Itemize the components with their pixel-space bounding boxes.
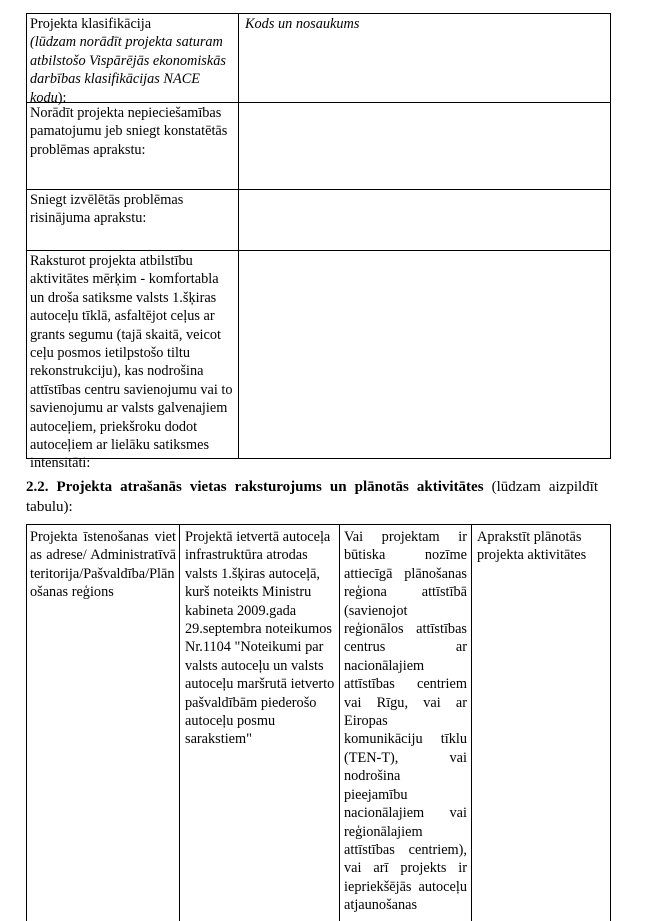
- planned-activities-header: Aprakstīt plānotās projekta aktivitātes: [477, 529, 587, 564]
- activity-goal-field[interactable]: [240, 251, 610, 458]
- section-heading: [26, 477, 598, 517]
- project-info-table: [26, 13, 611, 472]
- regional-significance-header: Vai projektam ir būtiska nozīme attiecīgā plānošanas reģiona attīstībā (savienojot reģionālos attīstības centrus ar nacionālajiem attīstības centriem vai Rīgu, vai ar Eiropas komunikāciju tīklu (TEN-T), vai nodrošina pieejamību nacionālajiem vai reģionālajiem attīstības centriem), vai arī projekts ir iepriekšējās autoceļu atjaunošanas: [344, 529, 467, 914]
- column-divider: [339, 525, 340, 921]
- column-divider: [179, 525, 180, 921]
- activity-goal-label: Raksturot projekta atbilstību aktivitātes mērķim - komfortabla un droša satiksme valsts 1.šķiras autoceļu tīklā, asfaltējot ceļus ar grants segumu (tajā skaitā, veicot ceļu posmos ietilpstošo tiltu rekonstrukciju), kas nodrošina attīstības centru savienojumu vai to savienojumu ar valsts galvenajiem autoceļiem, priekšroku dodot autoceļiem ar lielāku satiksmes intensitāti:: [30, 253, 233, 472]
- road-infrastructure-header: Projektā ietvertā autoceļa infrastruktūra atrodas valsts 1.šķiras autoceļā, kurš noteikts Ministru kabineta 2009.gada 29.septembra noteikumos Nr.1104 "Noteikumi par valsts autoceļu un valsts autoceļu maršrutā ietverto pašvaldībām piederošo autoceļu posmu sarakstiem": [185, 529, 335, 748]
- code-and-name-field[interactable]: Kods un nosaukums: [245, 16, 360, 32]
- solution-description-field[interactable]: [240, 190, 610, 250]
- solution-description-label: Sniegt izvēlētās problēmas risinājuma aprakstu:: [30, 192, 184, 227]
- section-title: 2.2. Projekta atrašanās vietas raksturojums un plānotās aktivitātes: [26, 479, 484, 495]
- location-address-header: Projekta īstenošanas vietas adrese/ Administratīvā teritorija/Pašvaldība/Plānošanas reģions: [30, 529, 176, 601]
- location-activities-table: [26, 524, 611, 921]
- classification-hint: (lūdzam norādīt projekta saturam atbilstošo Vispārējās ekonomiskās darbības klasifikācijas NACE kodu: [30, 34, 226, 106]
- need-justification-label: Norādīt projekta nepieciešamības pamatojumu jeb sniegt konstatētās problēmas aprakstu:: [30, 105, 228, 158]
- need-justification-field[interactable]: [240, 103, 610, 189]
- column-divider: [238, 14, 239, 458]
- column-divider: [471, 525, 472, 921]
- classification-label: Projekta klasifikācija (lūdzam norādīt projekta saturam atbilstošo Vispārējās ekonomiskās darbības klasifikācijas NACE kodu):: [30, 16, 226, 106]
- section-note: (lūdzam aizpildīt tabulu):: [26, 479, 598, 515]
